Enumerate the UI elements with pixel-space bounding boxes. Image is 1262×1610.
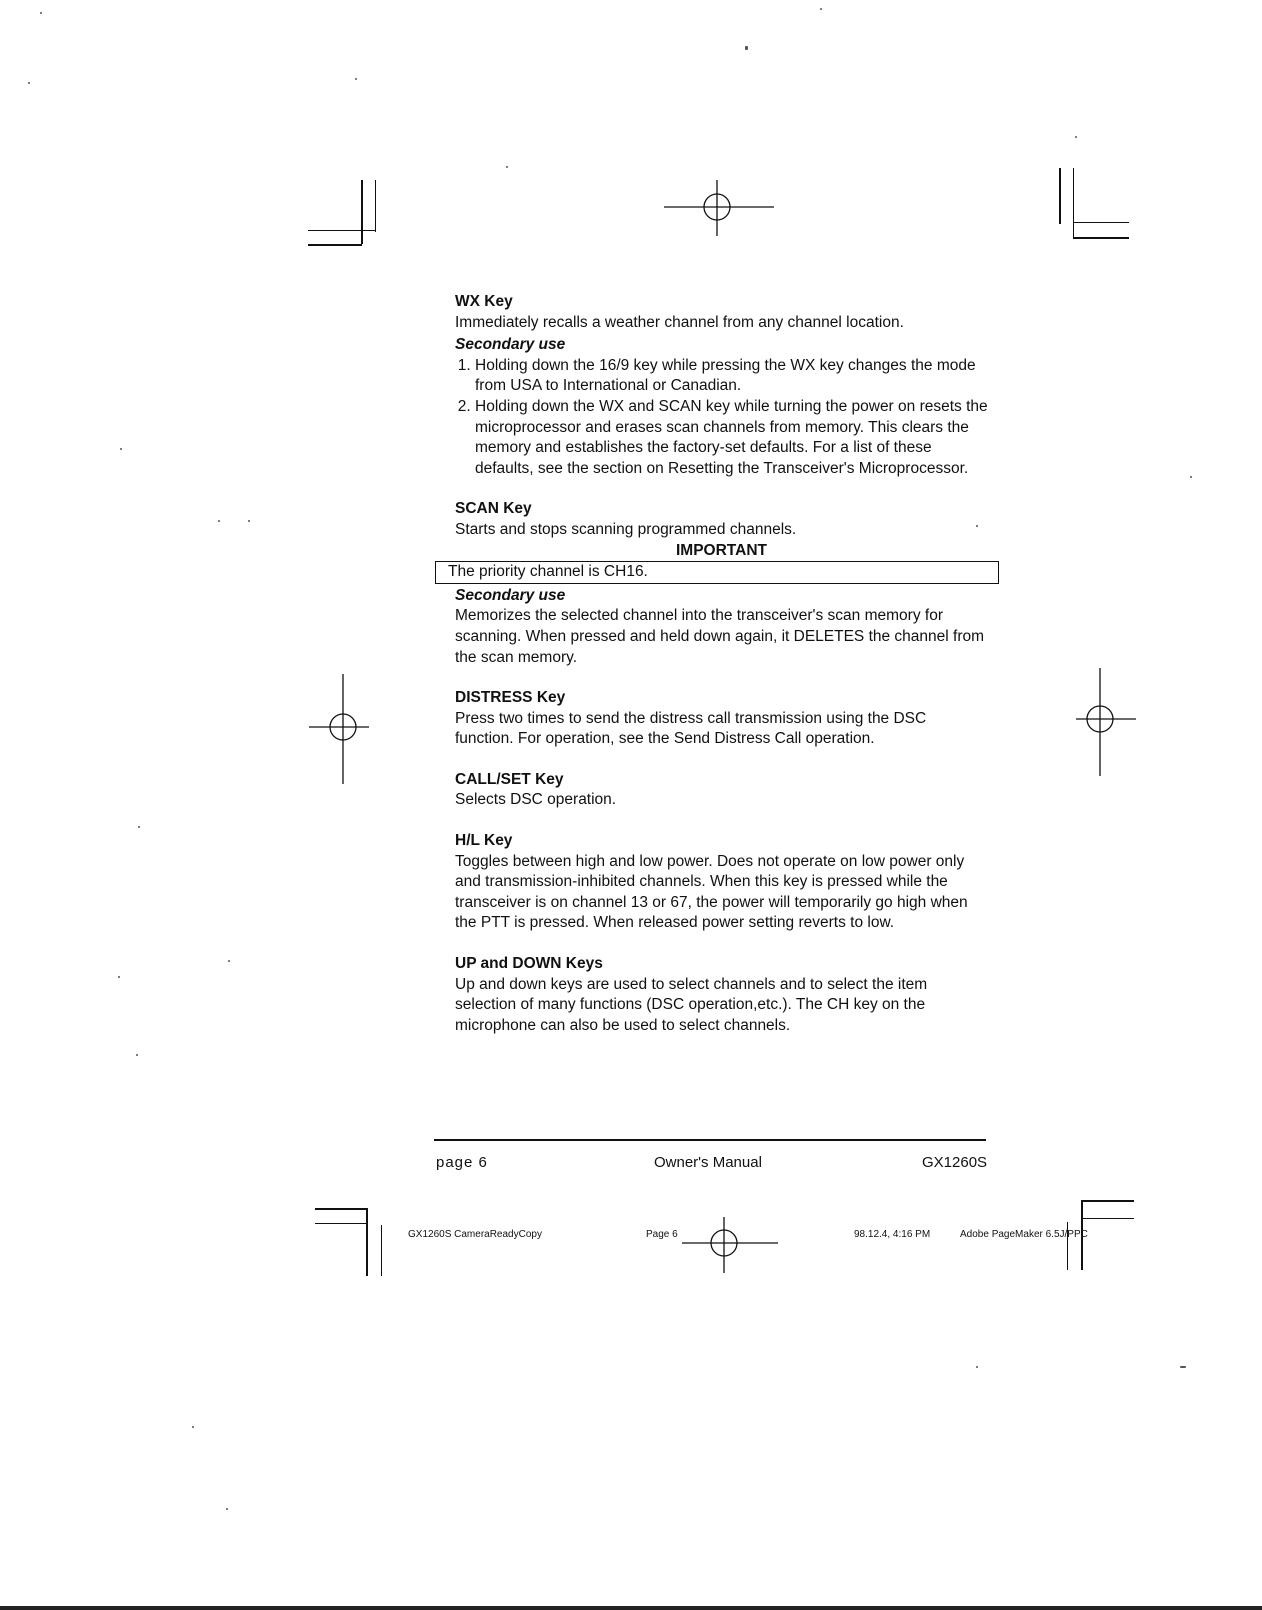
distress-key-description: Press two times to send the distress call transmission using the DSC function. For operation, see the Send Distress Call operation.	[455, 709, 927, 748]
wx-secondary-use-list	[455, 356, 988, 480]
slug-application: Adobe PageMaker 6.5J/PPC	[960, 1229, 1088, 1240]
distress-key-heading: DISTRESS Key	[455, 689, 566, 707]
registration-target-right	[1076, 668, 1136, 776]
wx-key-heading: WX Key	[455, 293, 513, 310]
callset-key-heading: CALL/SET Key	[455, 770, 564, 788]
scan-key-heading: SCAN Key	[455, 500, 532, 518]
scan-key-description: Starts and stops scanning programmed channels.	[455, 520, 797, 538]
registration-target-bottom	[682, 1217, 778, 1273]
registration-target-left	[309, 674, 369, 784]
scan-secondary-use-label: Secondary use	[455, 586, 566, 604]
slug-timestamp: 98.12.4, 4:16 PM	[854, 1229, 931, 1240]
callset-key-description: Selects DSC operation.	[455, 791, 617, 809]
hl-key-heading: H/L Key	[455, 832, 513, 850]
footer-model: GX1260S	[922, 1154, 988, 1171]
wx-secondary-item-2: 2. Holding down the WX and SCAN key while turning the power on resets the microprocessor and erases scan channels from memory. This clears the memory and establishes the factory-set defaults. For a list of these defaults, see the section on Resetting the Transceiver's Microprocessor.	[475, 397, 988, 479]
footer-title: Owner's Manual	[654, 1154, 762, 1171]
hl-key-description: Toggles between high and low power. Does not operate on low power only and transmission-inhibited channels. When this key is pressed while the transceiver is on channel 13 or 67, the power will temporarily go high when the PTT is pressed. When released power setting reverts to low.	[455, 852, 968, 932]
footer-rule	[434, 1139, 986, 1141]
slug-filename: GX1260S CameraReadyCopy	[408, 1229, 542, 1240]
updown-keys-heading: UP and DOWN Keys	[455, 955, 603, 973]
important-box	[435, 561, 999, 584]
wx-secondary-item-1: 1. Holding down the 16/9 key while pressing the WX key changes the mode from USA to International or Canadian.	[475, 356, 988, 397]
updown-keys-description: Up and down keys are used to select channels and to select the item selection of many functions (DSC operation,etc.). The CH key on the microphone can also be used to select channels.	[455, 975, 928, 1034]
manual-content	[448, 292, 988, 1036]
wx-secondary-use-label: Secondary use	[455, 336, 566, 354]
registration-target-top	[664, 180, 774, 236]
important-title: IMPORTANT	[676, 541, 767, 559]
important-text: The priority channel is CH16.	[448, 563, 648, 581]
wx-key-description: Immediately recalls a weather channel from any channel location.	[455, 313, 904, 331]
scan-secondary-use-description: Memorizes the selected channel into the transceiver's scan memory for scanning. When pressed and held down again, it DELETES the channel from the scan memory.	[455, 607, 985, 666]
footer-page-number: page 6	[436, 1154, 488, 1171]
slug-page: Page 6	[646, 1229, 678, 1240]
page-bottom-edge	[0, 1606, 1262, 1610]
